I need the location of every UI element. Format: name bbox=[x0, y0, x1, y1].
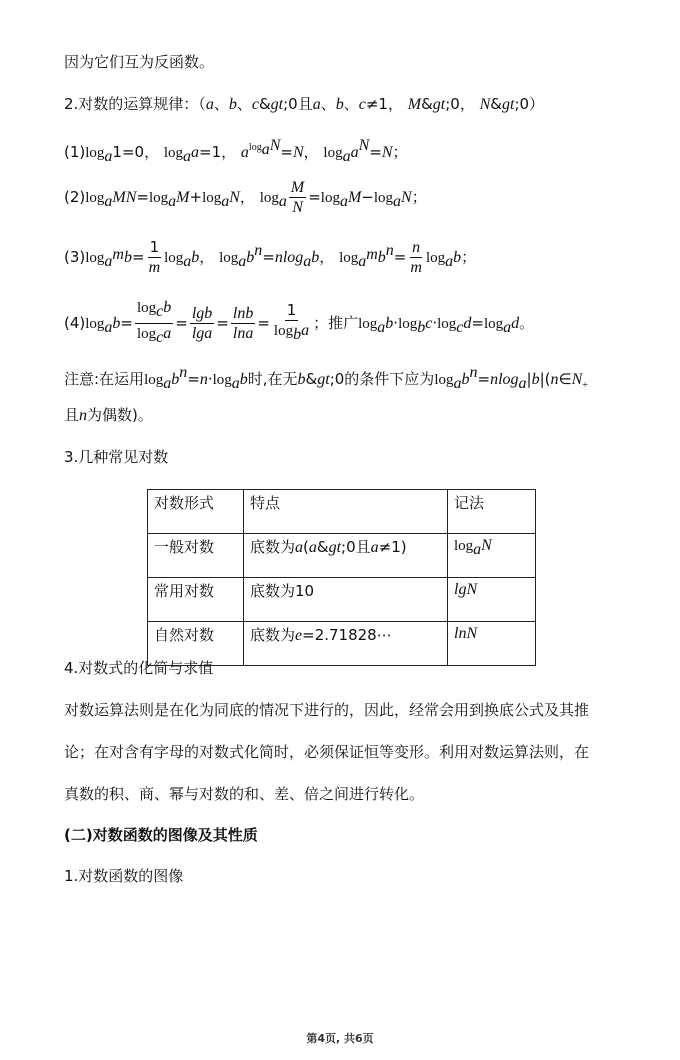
table-cell: $\log_aN$ bbox=[448, 534, 536, 578]
section-heading: (二)对数函数的图像及其性质 bbox=[64, 826, 258, 844]
table-row bbox=[148, 578, 536, 622]
rule-3: $(3)\log_{a^m}b=$ $\frac{1}{m}$ $\log_ab$， $\log_ab^n=nlog_ab$， $\log_{a^m}b^n=$ $\frac{n}{m}$ $\log_ab$； bbox=[64, 238, 477, 276]
rule-2: $(2)\log_aMN=\log_aM+\log_aN$， $\log_a$ $\frac{M}{N}$ $=\log_aM-\log_aN$； bbox=[64, 179, 427, 216]
table-cell: 自然对数 bbox=[148, 622, 244, 666]
rule-1: $(1)\log_a1=0$， $\log_aa=1$， $a^{log_aN}=N$， $\log_aa^N=N$； bbox=[64, 137, 408, 165]
common-logs-table bbox=[147, 489, 536, 666]
simplify-heading: 4.对数式的化简与求值 bbox=[64, 659, 214, 677]
rule-4: $(4)\log_ab=$ $\frac{\log_cb}{\log_ca}$ = $\frac{\lg b}{\lg a}$ = $\frac{\ln b}{\ln a}$ = $\frac{1}{\log_ba}$ ；推广$\log_ab\cdot\log_bc\cdot\log_cd=\log_ad$。 bbox=[64, 299, 535, 346]
note-line-2: 且n为偶数)。 bbox=[64, 406, 153, 424]
table-cell: lgN bbox=[448, 578, 536, 622]
rules-heading: 2.对数的运算规律：（a、b、c&gt;0且a、b、c≠1， M&gt;0， N&gt;0） bbox=[64, 95, 545, 113]
table-row bbox=[148, 534, 536, 578]
table-header-row bbox=[148, 490, 536, 534]
table-cell: 常用对数 bbox=[148, 578, 244, 622]
table-cell: 一般对数 bbox=[148, 534, 244, 578]
table-header: 特点 bbox=[244, 490, 448, 534]
table-cell: 底数为e=2.71828⋯ bbox=[244, 622, 448, 666]
paragraph-line: 论；在对含有字母的对数式化简时，必须保证恒等变形。利用对数运算法则，在 bbox=[64, 743, 590, 761]
table-header: 对数形式 bbox=[148, 490, 244, 534]
intro-text: 因为它们互为反函数。 bbox=[64, 53, 215, 71]
table-cell: 底数为10 bbox=[244, 578, 448, 622]
table-header: 记法 bbox=[448, 490, 536, 534]
paragraph-line: 对数运算法则是在化为同底的情况下进行的，因此，经常会用到换底公式及其推 bbox=[64, 701, 590, 719]
common-logs-heading: 3.几种常见对数 bbox=[64, 448, 169, 466]
graph-heading: 1.对数函数的图像 bbox=[64, 867, 184, 885]
note-line-1: 注意:在运用$\log_ab^n=n\cdot\log_ab$时,在无b&gt;0的条件下应为$\log_ab^n=nlog_a|b|(n\in N_+$ bbox=[64, 364, 588, 392]
paragraph-line: 真数的积、商、幂与对数的和、差、倍之间进行转化。 bbox=[64, 785, 425, 803]
table-cell: lnN bbox=[448, 622, 536, 666]
table-cell: 底数为a(a&gt;0且a≠1) bbox=[244, 534, 448, 578]
page-number: 第4页, 共6页 bbox=[306, 1032, 374, 1045]
